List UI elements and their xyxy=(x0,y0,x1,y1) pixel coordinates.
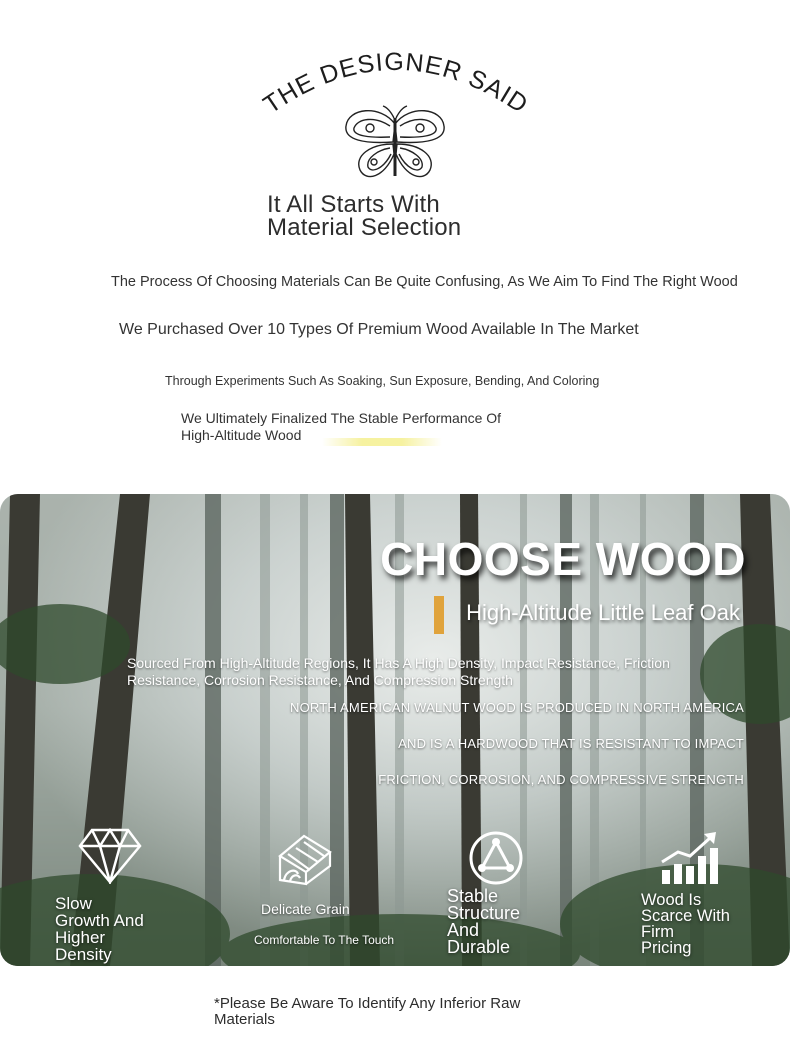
feature-1-line-4: Density xyxy=(55,945,112,964)
feature-delicate-grain: Delicate Grain xyxy=(261,901,350,917)
footer-note xyxy=(214,996,520,1028)
feature-4-line-3: Firm xyxy=(641,923,674,941)
feature-1-line-1: Slow xyxy=(55,894,92,913)
footer-line-1: *Please Be Aware To Identify Any Inferior Raw xyxy=(214,995,521,1012)
arc-text: THE DESIGNER SAID xyxy=(258,47,534,120)
wood-description: Sourced From High-Altitude Regions, It Has A High Density, Impact Resistance, Friction Resistance, Corrosion Resistance, And Compression Strength xyxy=(127,655,670,688)
feature-1-line-2: Growth And xyxy=(55,911,144,930)
intro-line-1: The Process Of Choosing Materials Can Be Quite Confusing, As We Aim To Find The Right Wood xyxy=(111,274,738,290)
growth-chart-icon xyxy=(660,830,720,886)
caps-line-1: NORTH AMERICAN WALNUT WOOD IS PRODUCED IN NORTH AMERICA xyxy=(289,700,744,715)
feature-3-line-2: Structure xyxy=(447,903,521,923)
feature-stable-structure xyxy=(447,888,520,956)
feature-4-line-2: Scarce With xyxy=(641,907,730,925)
feature-delicate-grain-sub: Comfortable To The Touch xyxy=(254,933,395,947)
butterfly-icon xyxy=(340,104,450,184)
feature-1-line-3: Higher xyxy=(55,928,106,947)
intro-line-2: We Purchased Over 10 Types Of Premium Wood Available In The Market xyxy=(119,321,639,338)
subtitle-accent-bar xyxy=(434,596,444,634)
choose-wood-heading: CHOOSE WOOD xyxy=(380,533,746,585)
page-title xyxy=(267,193,461,239)
caps-line-2: AND IS A HARDWOOD THAT IS RESISTANT TO IMPACT xyxy=(398,736,744,751)
footer-line-2: Materials xyxy=(214,1011,275,1028)
feature-slow-growth xyxy=(55,895,144,963)
intro-line-4b: High-Altitude Wood xyxy=(181,427,302,443)
intro-line-3: Through Experiments Such As Soaking, Sun Exposure, Bending, And Coloring xyxy=(165,374,600,388)
triangle-structure-icon xyxy=(468,830,524,886)
intro-line-4a: We Ultimately Finalized The Stable Performance Of xyxy=(181,410,502,426)
wood-grain-icon xyxy=(276,830,332,886)
feature-4-line-4: Pricing xyxy=(641,939,692,957)
wood-type-subtitle: High-Altitude Little Leaf Oak xyxy=(466,600,740,625)
title-line-2: Material Selection xyxy=(267,214,462,241)
feature-3-line-4: Durable xyxy=(447,937,511,957)
feature-3-line-3: And xyxy=(447,920,480,940)
title-line-1: It All Starts With xyxy=(267,191,440,218)
highlight-underline xyxy=(322,438,442,446)
feature-scarce-wood xyxy=(641,892,730,956)
feature-4-line-1: Wood Is xyxy=(641,891,702,909)
feature-3-line-1: Stable xyxy=(447,886,499,906)
diamond-icon xyxy=(78,828,142,884)
caps-line-3: FRICTION, CORROSION, AND COMPRESSIVE STRENGTH xyxy=(378,772,744,787)
